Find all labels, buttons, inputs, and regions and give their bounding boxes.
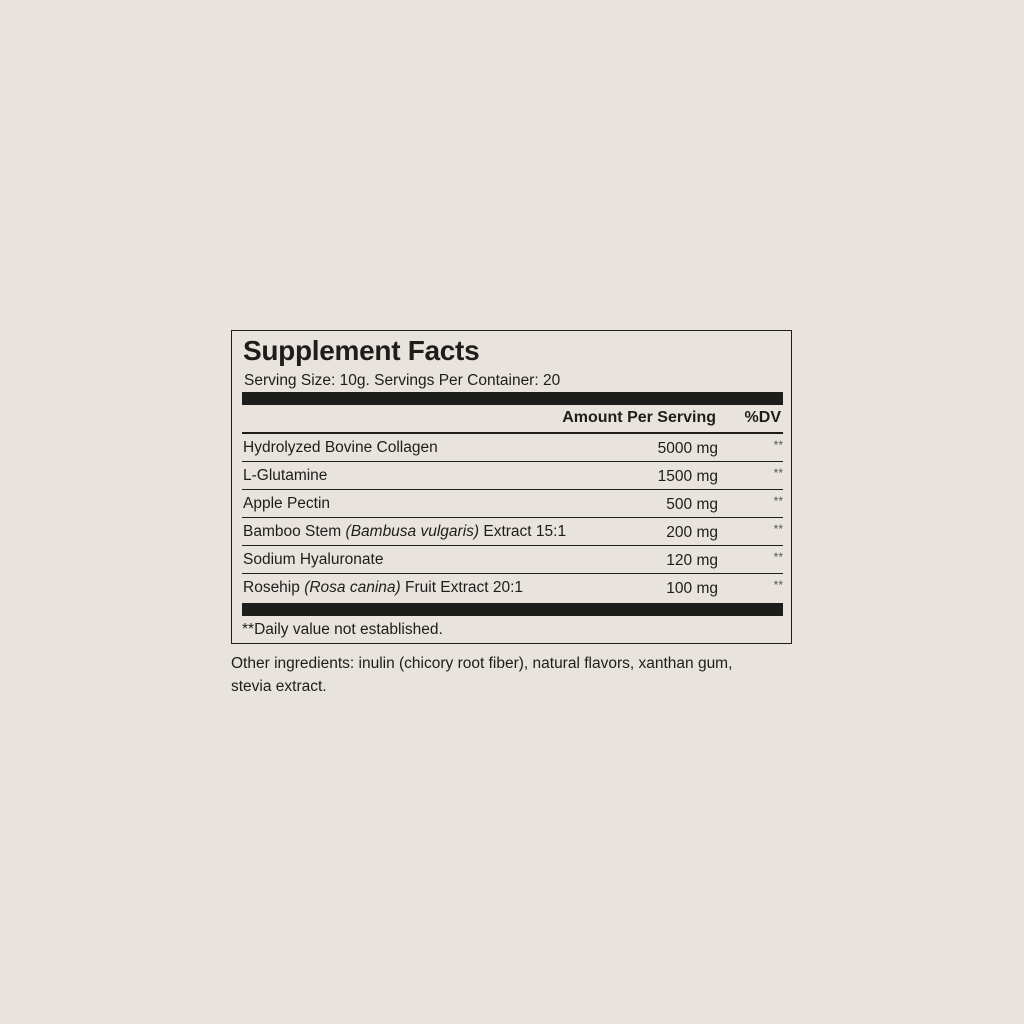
ingredient-dv: ** xyxy=(773,466,783,480)
ingredient-dv: ** xyxy=(773,494,783,508)
ingredient-name: L-Glutamine xyxy=(243,467,328,484)
table-row xyxy=(242,518,783,546)
ingredient-dv: ** xyxy=(773,550,783,564)
ingredient-name: Sodium Hyaluronate xyxy=(243,551,384,568)
ingredient-amount: 200 mg xyxy=(666,524,718,541)
ingredient-amount: 5000 mg xyxy=(657,440,718,457)
serving-info: Serving Size: 10g. Servings Per Container: 20 xyxy=(244,372,561,389)
ingredient-table xyxy=(242,434,783,602)
amount-column-header: Amount Per Serving xyxy=(562,409,716,426)
ingredient-name: Apple Pectin xyxy=(243,495,331,512)
ingredient-name: Rosehip (Rosa canina) Fruit Extract 20:1 xyxy=(243,579,524,596)
table-row xyxy=(242,546,783,574)
ingredient-dv: ** xyxy=(773,578,783,592)
table-row xyxy=(242,434,783,462)
table-row xyxy=(242,462,783,490)
table-row xyxy=(242,490,783,518)
dv-footnote: **Daily value not established. xyxy=(242,621,443,638)
ingredient-dv: ** xyxy=(773,522,783,536)
ingredient-amount: 500 mg xyxy=(666,496,718,513)
panel-title: Supplement Facts xyxy=(243,335,480,366)
ingredient-amount: 100 mg xyxy=(666,580,718,597)
table-row xyxy=(242,574,783,602)
ingredient-amount: 120 mg xyxy=(666,552,718,569)
ingredient-dv: ** xyxy=(773,438,783,452)
dv-column-header: %DV xyxy=(744,409,781,426)
ingredient-amount: 1500 mg xyxy=(657,468,718,485)
supplement-facts-panel xyxy=(231,330,792,644)
ingredient-name: Hydrolyzed Bovine Collagen xyxy=(243,439,438,456)
other-ingredients: Other ingredients: inulin (chicory root fiber), natural flavors, xanthan gum, stevia extract. xyxy=(231,655,733,695)
top-divider-bar xyxy=(242,392,783,405)
ingredient-name: Bamboo Stem (Bambusa vulgaris) Extract 15:1 xyxy=(243,523,567,540)
bottom-divider-bar xyxy=(242,603,783,616)
